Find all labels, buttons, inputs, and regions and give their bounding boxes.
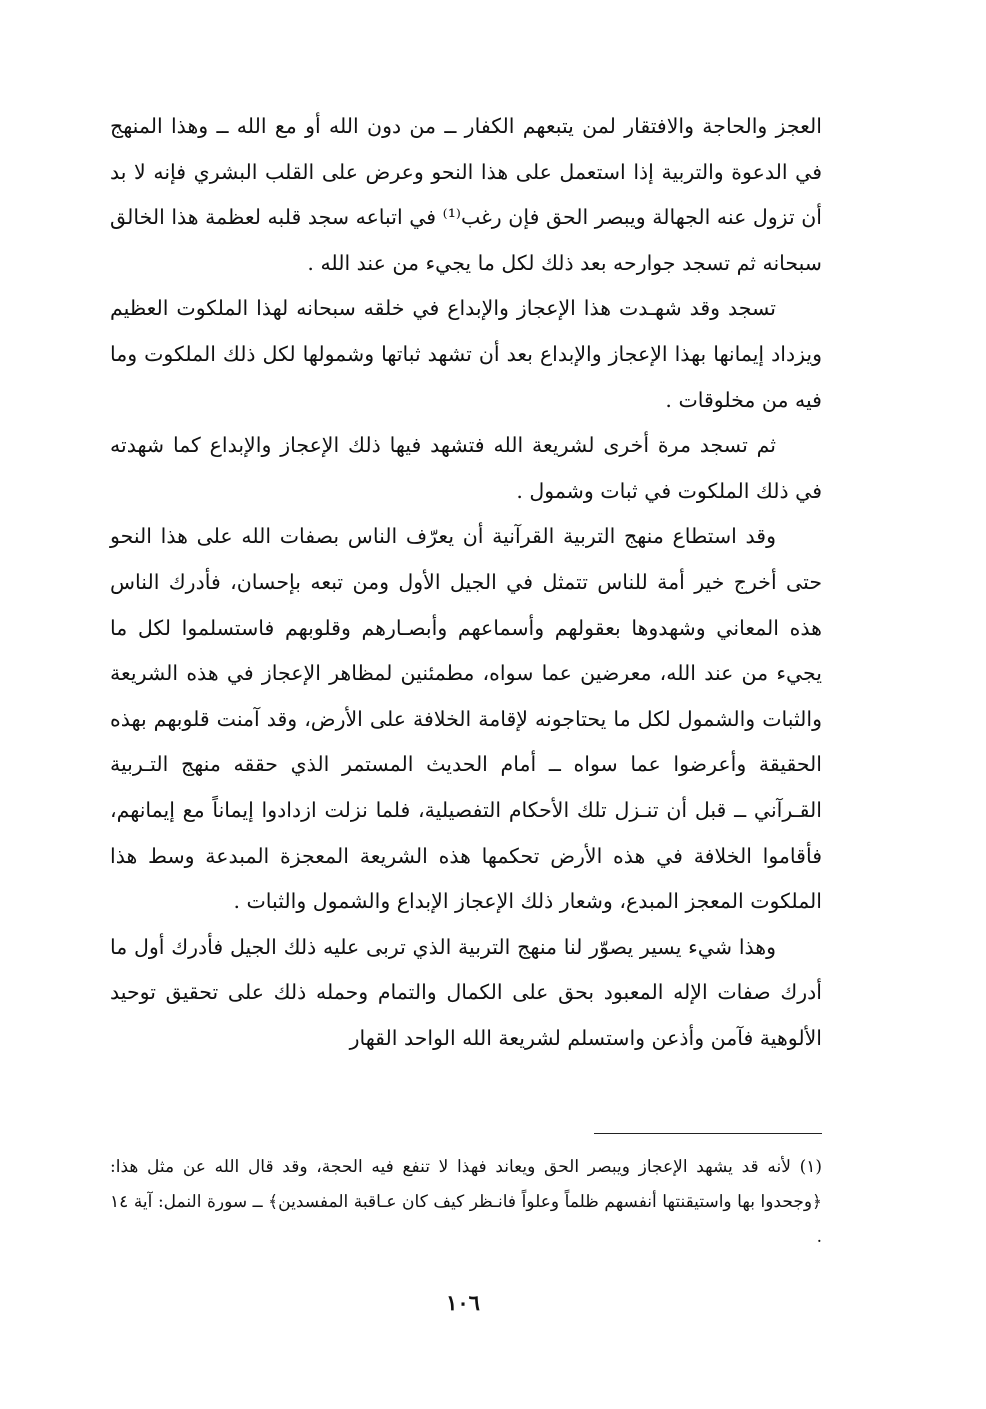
paragraph-4: وقد استطاع منهج التربية القرآنية أن يعرّف الناس بصفات الله على هذا النحو حتى أخرج خير أمة للناس تتمثل في الجيل الأول ومن تبعه بإحسان، فأدرك الناس هذه المعاني وشهدوها بعقولهم وأسماعهم وأبصـارهم وقلوبهم فاستسلموا لكل ما يجيء من عند الله، معرضين عما سواه، مطمئنين لمظاهر الإعجاز في هذه الشريعة والثبات والشمول لكل ما يحتاجونه لإقامة الخلافة على الأرض، وقد آمنت قلوبهم بهذه الحقيقة وأعرضوا عما سواه ــ أمام الحديث المستمر الذي حققه منهج التـربية القـرآني ــ قبل أن تنـزل تلك الأحكام التفصيلية، فلما نزلت ازدادوا إيماناً مع إيمانهم، فأقاموا الخلافة في هذه الأرض تحكمها هذه الشريعة المعجزة المبدعة وسط هذا الملكوت المعجز المبدع، وشعار ذلك الإعجاز الإبداع والشمول والثبات . [110, 524, 822, 914]
page-number: ١٠٦ [446, 1290, 480, 1315]
footnote-1: (١) لأنه قد يشهد الإعجاز ويبصر الحق ويعاند فهذا لا تنفع فيه الحجة، وقد قال الله عن مثل هذا: ﴿وجحدوا بها واستيقنتها أنفسهم ظلماً وعلواً فانـظر كيف كان عـاقبة المفسدين﴾ ــ سورة النمل: آية ١٤ . [110, 1157, 822, 1247]
footnotes-section [110, 1150, 822, 1255]
paragraph-2: تسجد وقد شهـدت هذا الإعجاز والإبداع في خلقه سبحانه لهذا الملكوت العظيم ويزداد إيمانها بهذا الإعجاز والإبداع بعد أن تشهد ثباتها وشمولها لكل ذلك الملكوت وما فيه من مخلوقات . [110, 296, 822, 412]
paragraph-5: وهذا شيء يسير يصوّر لنا منهج التربية الذي تربى عليه ذلك الجيل فأدرك أول ما أدرك صفات الإله المعبود بحق على الكمال والتمام وحمله ذلك على تحقيق توحيد الألوهية فآمن وأذعن واستسلم لشريعة الله الواحد القهار [110, 934, 822, 1050]
paragraph-1: العجز والحاجة والافتقار لمن يتبعهم الكفار ــ من دون الله أو مع الله ــ وهذا المنهج في الدعوة والتربية إذا استعمل على هذا النحو وعرض على القلب البشري فإنه لا بد أن تزول عنه الجهالة ويبصر الحق فإن رغب⁽¹⁾ في اتباعه سجد قلبه لعظمة هذا الخالق سبحانه ثم تسجد جوارحه بعد ذلك لكل ما يجيء من عند الله . [110, 114, 822, 275]
footnote-separator [594, 1133, 822, 1134]
paragraph-3: ثم تسجد مرة أخرى لشريعة الله فتشهد فيها ذلك الإعجاز والإبداع كما شهدته في ذلك الملكوت في ثبات وشمول . [110, 433, 822, 503]
main-text-body [110, 104, 822, 1061]
